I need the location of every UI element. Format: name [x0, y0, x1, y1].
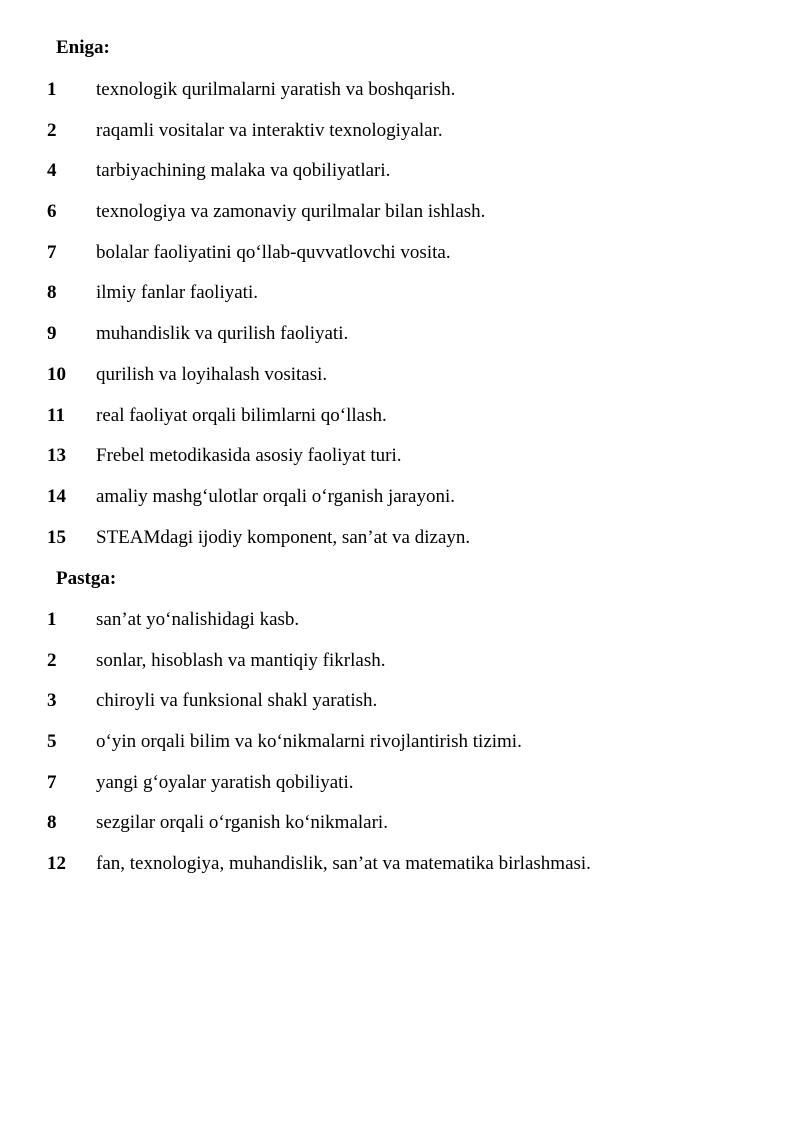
clue-item: [0, 771, 800, 812]
clue-text: o‘yin orqali bilim va ko‘nikmalarni rivojlantirish tizimi.: [96, 731, 522, 753]
clue-number: 14: [47, 485, 66, 507]
clue-item: [0, 730, 800, 771]
clue-number: 5: [47, 731, 57, 753]
clue-item: [0, 811, 800, 852]
clue-text: ilmiy fanlar faoliyati.: [96, 282, 258, 304]
clue-text: sezgilar orqali o‘rganish ko‘nikmalari.: [96, 812, 388, 834]
across-clue-list: [0, 78, 800, 566]
clue-number: 7: [47, 771, 57, 793]
clue-item: [0, 526, 800, 567]
clue-number: 13: [47, 445, 66, 467]
clue-text: amaliy mashg‘ulotlar orqali o‘rganish jarayoni.: [96, 485, 455, 507]
clue-number: 10: [47, 363, 66, 385]
clue-item: [0, 322, 800, 363]
clue-item: [0, 689, 800, 730]
clue-number: 11: [47, 404, 65, 426]
clue-item: [0, 649, 800, 690]
clue-item: [0, 159, 800, 200]
clue-text: qurilish va loyihalash vositasi.: [96, 363, 328, 385]
across-heading: Eniga:: [56, 37, 110, 58]
clue-text: tarbiyachining malaka va qobiliyatlari.: [96, 160, 391, 182]
clue-text: STEAMdagi ijodiy komponent, san’at va dizayn.: [96, 526, 471, 548]
clue-number: 8: [47, 812, 57, 834]
clue-text: bolalar faoliyatini qo‘llab-quvvatlovchi vosita.: [96, 241, 451, 263]
clue-number: 8: [47, 282, 57, 304]
clue-number: 15: [47, 526, 66, 548]
clue-item: [0, 78, 800, 119]
clue-text: Frebel metodikasida asosiy faoliyat turi.: [96, 445, 402, 467]
clue-text: texnologik qurilmalarni yaratish va boshqarish.: [96, 79, 456, 100]
clue-item: [0, 608, 800, 649]
clue-text: muhandislik va qurilish faoliyati.: [96, 323, 349, 345]
clue-item: [0, 363, 800, 404]
clue-number: 7: [47, 241, 57, 263]
clue-text: sonlar, hisoblash va mantiqiy fikrlash.: [96, 649, 386, 671]
clue-text: raqamli vositalar va interaktiv texnologiyalar.: [96, 119, 443, 141]
clue-text: san’at yo‘nalishidagi kasb.: [96, 609, 300, 630]
clue-item: [0, 200, 800, 241]
clue-number: 2: [47, 649, 57, 671]
clue-text: chiroyli va funksional shakl yaratish.: [96, 690, 378, 712]
clue-item: [0, 444, 800, 485]
clue-item: [0, 241, 800, 282]
clue-item: [0, 404, 800, 445]
clue-number: 12: [47, 853, 66, 875]
clue-text: yangi g‘oyalar yaratish qobiliyati.: [96, 771, 354, 793]
clue-item: [0, 852, 800, 893]
clue-text: texnologiya va zamonaviy qurilmalar bilan ishlash.: [96, 201, 486, 223]
clue-number: 1: [47, 609, 57, 630]
clue-item: [0, 119, 800, 160]
clue-text: fan, texnologiya, muhandislik, san’at va matematika birlashmasi.: [96, 853, 591, 875]
down-heading: Pastga:: [56, 568, 117, 589]
down-clue-list: [0, 608, 800, 893]
clue-item: [0, 281, 800, 322]
clue-number: 3: [47, 690, 57, 712]
clue-item: [0, 485, 800, 526]
clue-number: 2: [47, 119, 57, 141]
clue-number: 4: [47, 160, 57, 182]
clue-number: 6: [47, 201, 57, 223]
clue-number: 1: [47, 79, 57, 100]
clue-text: real faoliyat orqali bilimlarni qo‘llash.: [96, 404, 387, 426]
clue-number: 9: [47, 323, 57, 345]
